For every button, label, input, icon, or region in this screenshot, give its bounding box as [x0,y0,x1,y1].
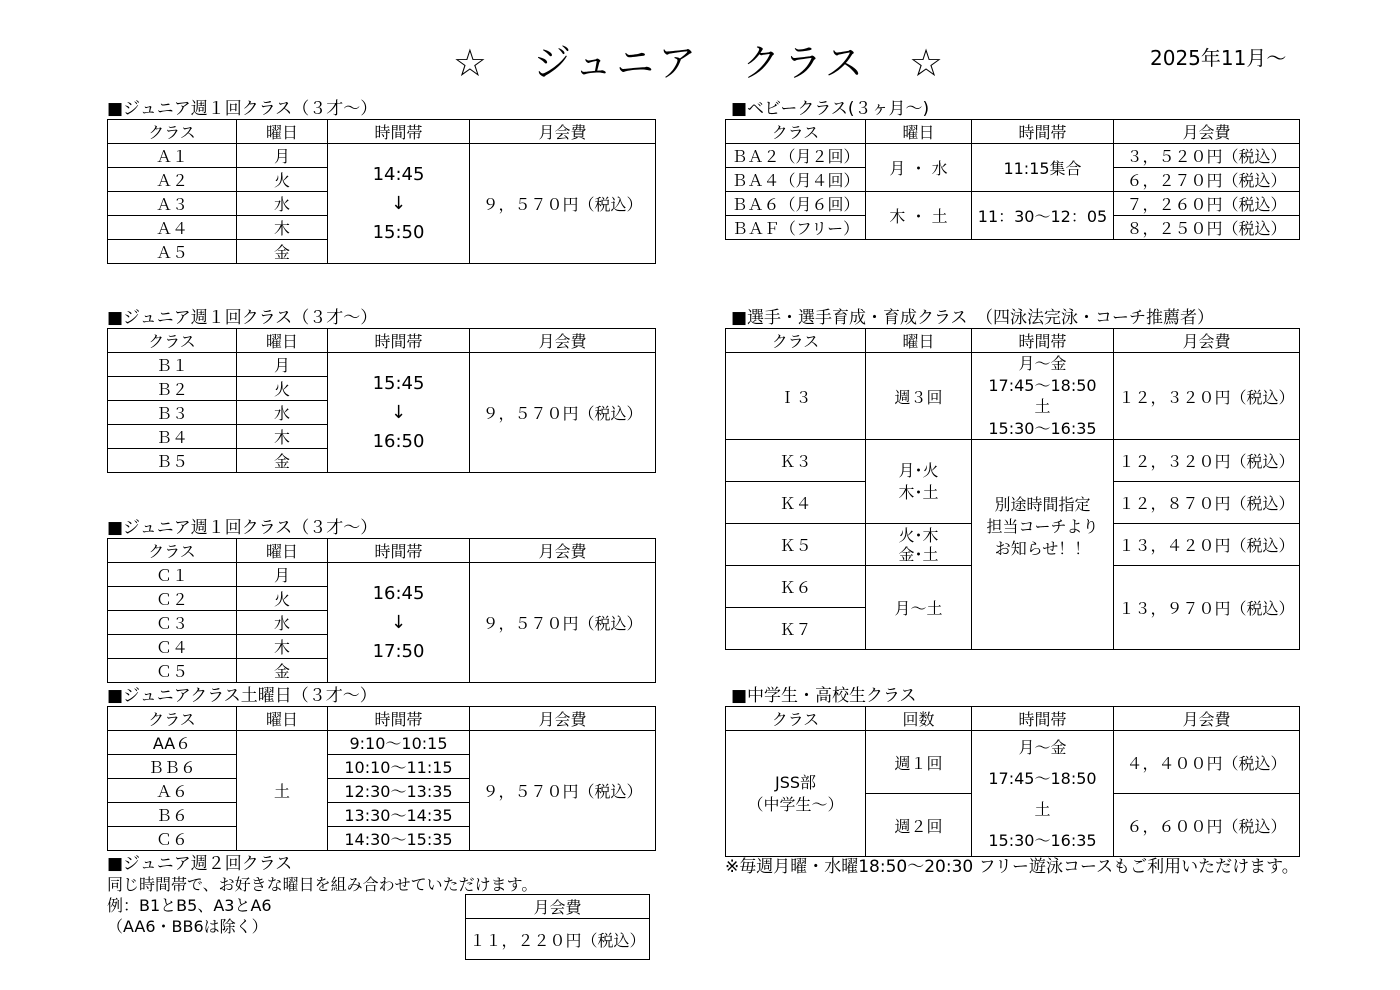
schedule-table [107,538,656,683]
section-baby [731,99,1300,240]
day-cell: 金 [237,240,328,264]
day-cell: 水 [237,192,328,216]
class-cell: Ｂ６ [108,803,237,827]
day-line: 木･土 [898,482,939,502]
section-junior-b [107,308,656,473]
header-day: 曜日 [866,329,972,353]
section-heading: ■ジュニア週１回クラス（３才～） [107,99,378,119]
time-cell [972,353,1114,440]
header-class: クラス [108,329,237,353]
start-date: 2025年11月～ [1150,46,1287,70]
class-cell: Ａ１ [108,144,237,168]
class-cell: Ｋ５ [726,524,866,566]
class-cell: AA６ [108,731,237,755]
section-heading: ■ジュニアクラス土曜日（３才～） [107,686,377,706]
time-start: 16:45 [372,583,425,604]
header-fee: 月会費 [1114,120,1300,144]
day-cell: 水 [237,611,328,635]
day-cell [866,440,972,524]
class-cell: Ｃ１ [108,563,237,587]
count-cell: 週１回 [866,731,972,794]
header-time: 時間帯 [972,120,1114,144]
fee-cell: ６，２７０円（税込） [1114,168,1300,192]
description-line: 同じ時間帯で、お好きな曜日を組み合わせていただけます。 [107,875,538,894]
header-time: 時間帯 [328,539,470,563]
time-cell: 10:10～11:15 [328,755,470,779]
time-cell: 12:30～13:35 [328,779,470,803]
section-heading: ■選手・選手育成・育成クラス （四泳法完泳・コーチ推薦者） [731,308,1215,328]
time-start: 14:45 [372,164,425,185]
class-cell: Ａ４ [108,216,237,240]
day-cell: 木 [237,635,328,659]
schedule-table [725,328,1300,650]
header-class: クラス [726,707,866,731]
section-junior-c [107,518,656,683]
fee-cell: ６，６００円（税込） [1114,794,1300,857]
arrow-down-icon: ↓ [390,612,407,633]
section-competitive [731,308,1300,650]
exclusion-line: （AA6・BB6は除く） [107,917,268,936]
class-cell: ＢＢ６ [108,755,237,779]
header-day: 曜日 [237,539,328,563]
class-cell: Ａ６ [108,779,237,803]
class-cell: Ａ２ [108,168,237,192]
time-saturday-range: 15:30～16:35 [988,418,1097,438]
day-cell: 月 [237,563,328,587]
fee-cell: １１，２２０円（税込） [466,919,650,960]
fee-cell: １３，４２０円（税込） [1114,524,1300,566]
time-note-cell [972,440,1114,650]
class-cell: Ｃ６ [108,827,237,851]
class-cell: Ｋ３ [726,440,866,482]
class-cell: ＢＡ６（月６回） [726,192,866,216]
header-fee: 月会費 [470,120,656,144]
section-junior-a [107,99,656,264]
fee-cell: １２，３２０円（税込） [1114,353,1300,440]
day-cell: 週３回 [866,353,972,440]
header-day: 曜日 [866,120,972,144]
day-cell: 土 [237,731,328,851]
fee-cell: １２，８７０円（税込） [1114,482,1300,524]
header-fee: 月会費 [1114,329,1300,353]
day-cell: 火 [237,168,328,192]
header-time: 時間帯 [328,120,470,144]
page-title: ☆ ジュニア クラス ☆ [452,41,948,85]
day-cell: 木 [237,216,328,240]
class-cell: Ａ５ [108,240,237,264]
day-line: 金･土 [898,544,939,564]
time-cell: 9:10～10:15 [328,731,470,755]
class-cell: Ｂ４ [108,425,237,449]
class-cell: Ｂ５ [108,449,237,473]
time-saturday-range: 15:30～16:35 [988,830,1097,850]
time-end: 15:50 [372,222,425,243]
header-class: クラス [108,707,237,731]
class-cell: Ｃ４ [108,635,237,659]
time-end: 16:50 [372,431,425,452]
day-cell: 火 [237,377,328,401]
example-line: 例：B1とB5、A3とA6 [107,896,272,915]
fee-cell: ３，５２０円（税込） [1114,144,1300,168]
day-cell: 木 ・ 土 [866,192,972,240]
time-cell [328,563,470,683]
time-cell: 11：30～12：05 [972,192,1114,240]
time-weekday: 月～金 [1018,354,1067,373]
header-fee: 月会費 [466,895,650,919]
day-line: 月･火 [898,461,939,481]
class-cell [726,731,866,857]
class-cell: Ｋ６ [726,566,866,608]
class-cell: ＢＡＦ（フリー） [726,216,866,240]
class-cell: Ｋ４ [726,482,866,524]
time-cell: 13:30～14:35 [328,803,470,827]
header-time: 時間帯 [972,707,1114,731]
class-cell: Ｂ２ [108,377,237,401]
day-cell [866,524,972,566]
fee-cell: ９，５７０円（税込） [470,731,656,851]
time-cell [972,731,1114,857]
time-weekday-range: 17:45～18:50 [988,375,1097,395]
class-cell: Ｃ２ [108,587,237,611]
fee-cell: ７，２６０円（税込） [1114,192,1300,216]
section-junior-high [725,686,1300,878]
class-cell: Ｂ１ [108,353,237,377]
header-fee: 月会費 [470,707,656,731]
class-cell: Ｃ５ [108,659,237,683]
header-fee: 月会費 [470,539,656,563]
section-heading: ■ジュニア週２回クラス [107,854,293,874]
section-heading: ■ジュニア週１回クラス（３才～） [107,308,378,328]
day-cell: 月 ・ 水 [866,144,972,192]
time-cell [328,353,470,473]
time-weekday: 月～金 [1018,737,1067,757]
arrow-down-icon: ↓ [390,193,407,214]
header-day: 曜日 [237,707,328,731]
fee-cell: ４，４００円（税込） [1114,731,1300,794]
class-cell: Ｉ３ [726,353,866,440]
header-fee: 月会費 [470,329,656,353]
header-time: 時間帯 [328,707,470,731]
header-class: クラス [726,329,866,353]
schedule-table [107,328,656,473]
header-day: 曜日 [237,120,328,144]
header-count: 回数 [866,707,972,731]
time-cell: 14:30～15:35 [328,827,470,851]
class-name: JSS部 [774,772,817,792]
fee-cell: ９，５７０円（税込） [470,353,656,473]
schedule-table [107,119,656,264]
header-day: 曜日 [237,329,328,353]
note-line: 担当コーチより [986,517,1099,537]
day-cell: 月 [237,144,328,168]
day-line: 火･木 [898,525,939,545]
class-cell: ＢＡ２（月２回） [726,144,866,168]
fee-cell: １２，３２０円（税込） [1114,440,1300,482]
header-time: 時間帯 [328,329,470,353]
time-saturday: 土 [1034,397,1051,417]
note-line: 別途時間指定 [994,495,1091,515]
schedule-table [725,706,1300,857]
header-class: クラス [108,120,237,144]
time-cell: 11:15集合 [972,144,1114,192]
time-end: 17:50 [372,641,425,662]
fee-cell: ９，５７０円（税込） [470,563,656,683]
class-cell: Ｃ３ [108,611,237,635]
time-weekday-range: 17:45～18:50 [988,768,1097,788]
class-cell: Ｂ３ [108,401,237,425]
fee-cell: １３，９７０円（税込） [1114,566,1300,650]
day-cell: 火 [237,587,328,611]
class-cell: Ａ３ [108,192,237,216]
header-class: クラス [726,120,866,144]
header-fee: 月会費 [1114,707,1300,731]
day-cell: 木 [237,425,328,449]
class-note: （中学生～） [747,794,844,814]
note-line: お知らせ！！ [994,538,1091,558]
time-saturday: 土 [1034,799,1051,819]
schedule-table [107,706,656,851]
schedule-table [725,119,1300,240]
day-cell: 水 [237,401,328,425]
day-cell: 金 [237,659,328,683]
day-cell: 金 [237,449,328,473]
section-heading: ■中学生・高校生クラス [731,686,917,706]
header-time: 時間帯 [972,329,1114,353]
class-cell: Ｋ７ [726,608,866,650]
day-cell: 月 [237,353,328,377]
section-heading: ■ジュニア週１回クラス（３才～） [107,518,378,538]
fee-cell: ９，５７０円（税込） [470,144,656,264]
day-cell: 月～土 [866,566,972,650]
fee-cell: ８，２５０円（税込） [1114,216,1300,240]
arrow-down-icon: ↓ [390,402,407,423]
time-start: 15:45 [372,373,425,394]
section-junior-saturday [107,686,656,851]
header-class: クラス [108,539,237,563]
count-cell: 週２回 [866,794,972,857]
free-swim-note: ※毎週月曜・水曜18:50～20:30 フリー遊泳コースもご利用いただけます。 [725,857,1299,877]
twice-fee-table [465,894,650,960]
class-cell: ＢＡ４（月４回） [726,168,866,192]
time-cell [328,144,470,264]
section-heading: ■ベビークラス(３ヶ月～) [731,99,930,119]
